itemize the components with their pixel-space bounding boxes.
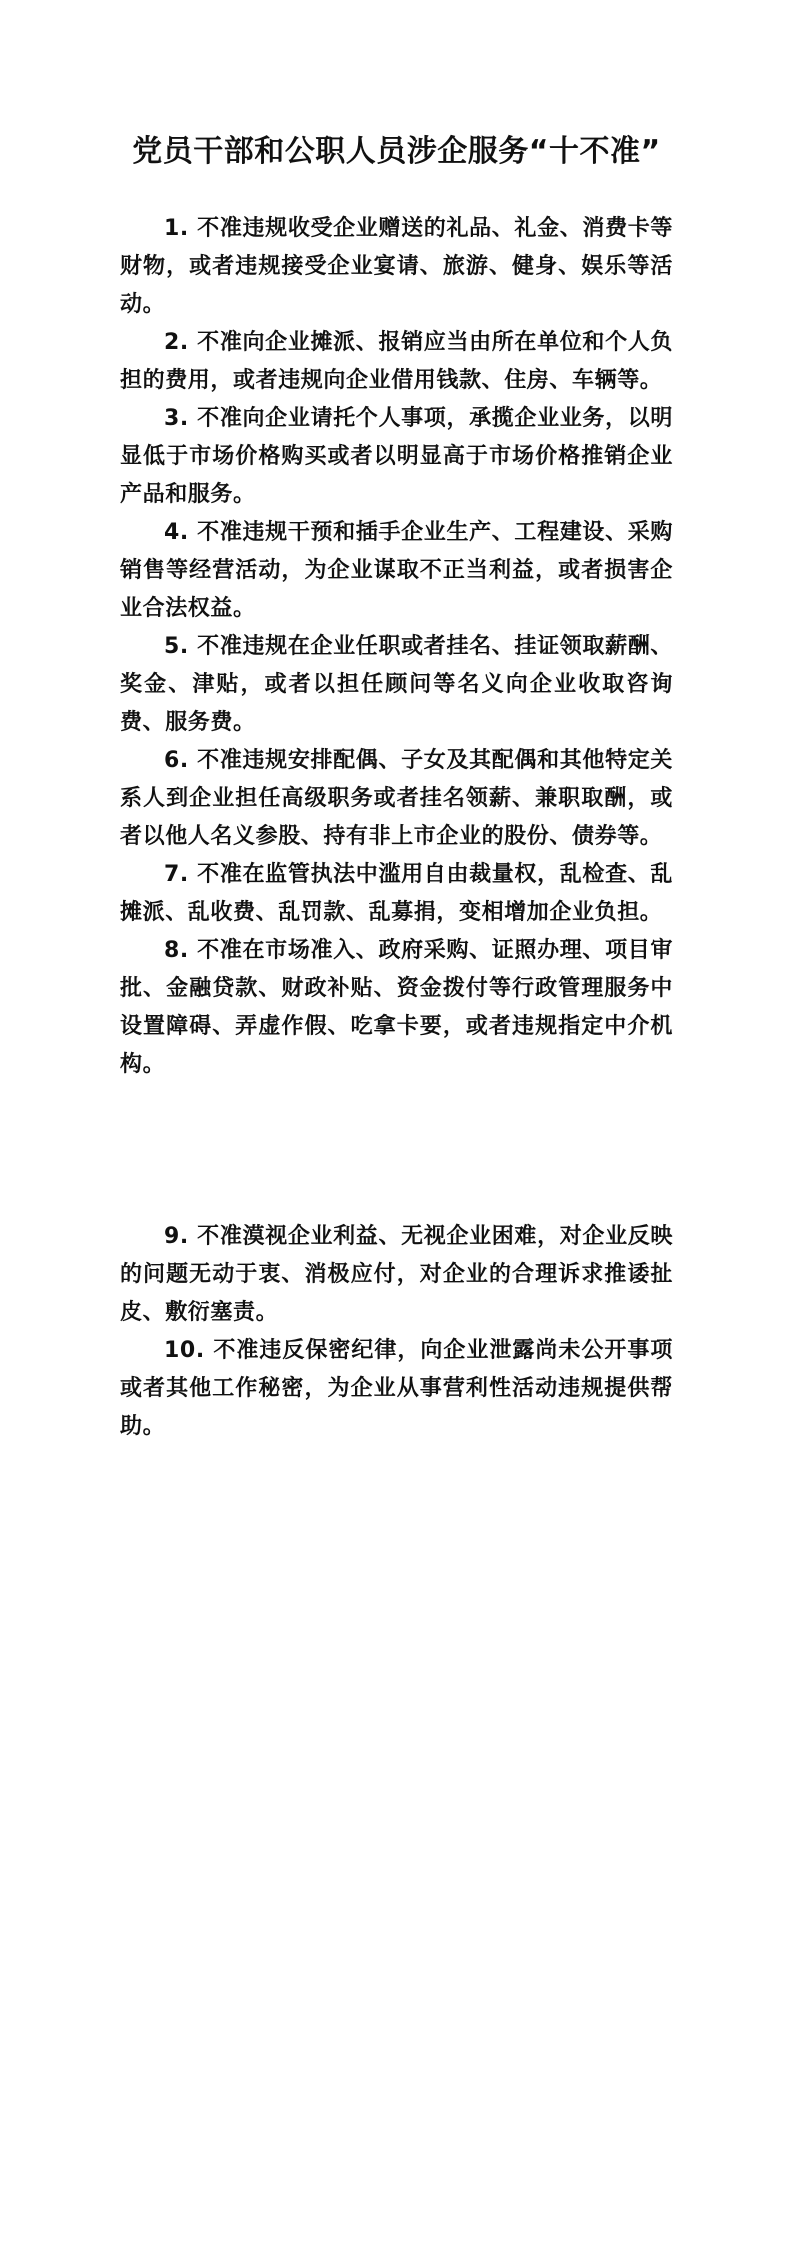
rule-item-8: 8. 不准在市场准入、政府采购、证照办理、项目审批、金融贷款、财政补贴、资金拨付等行政管理服务中设置障碍、弄虚作假、吃拿卡要，或者违规指定中介机构。 — [120, 938, 673, 1077]
rules-list-part2 — [120, 1218, 673, 1446]
rule-item-2: 2. 不准向企业摊派、报销应当由所在单位和个人负担的费用，或者违规向企业借用钱款、住房、车辆等。 — [120, 330, 673, 393]
page-title: 党员干部和公职人员涉企服务“十不准” — [132, 134, 661, 169]
rule-item-6: 6. 不准违规安排配偶、子女及其配偶和其他特定关系人到企业担任高级职务或者挂名领薪、兼职取酬，或者以他人名义参股、持有非上市企业的股份、债券等。 — [120, 748, 673, 849]
rule-item-7: 7. 不准在监管执法中滥用自由裁量权，乱检查、乱摊派、乱收费、乱罚款、乱募捐，变相增加企业负担。 — [120, 862, 673, 925]
rule-item-1: 1. 不准违规收受企业赠送的礼品、礼金、消费卡等财物，或者违规接受企业宴请、旅游、健身、娱乐等活动。 — [120, 216, 673, 317]
rules-list-part1 — [120, 210, 673, 1084]
rule-item-5: 5. 不准违规在企业任职或者挂名、挂证领取薪酬、奖金、津贴，或者以担任顾问等名义向企业收取咨询费、服务费。 — [120, 634, 673, 735]
rule-item-4: 4. 不准违规干预和插手企业生产、工程建设、采购销售等经营活动，为企业谋取不正当利益，或者损害企业合法权益。 — [120, 520, 673, 621]
rule-item-9: 9. 不准漠视企业利益、无视企业困难，对企业反映的问题无动于衷、消极应付，对企业的合理诉求推诿扯皮、敷衍塞责。 — [120, 1224, 673, 1325]
rule-item-10: 10. 不准违反保密纪律，向企业泄露尚未公开事项或者其他工作秘密，为企业从事营利性活动违规提供帮助。 — [120, 1338, 673, 1439]
rule-item-3: 3. 不准向企业请托个人事项，承揽企业业务，以明显低于市场价格购买或者以明显高于市场价格推销企业产品和服务。 — [120, 406, 673, 507]
